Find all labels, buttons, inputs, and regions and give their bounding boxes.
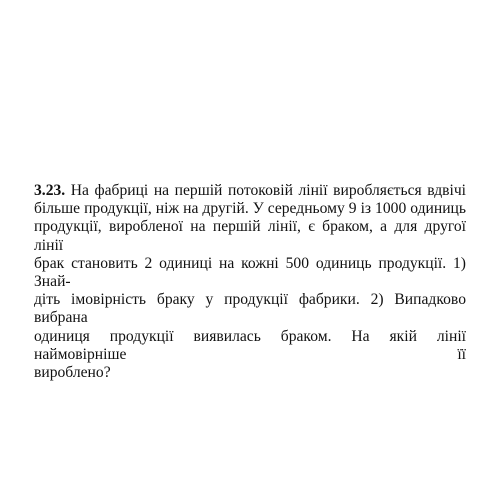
problem-number: 3.23. [34,182,66,199]
problem-line-4: брак становить 2 одиниці на кожні 500 одиниць продукції. 1) Знай- [34,254,466,291]
problem-line-6: одиниця продукції виявилась браком. На якій лінії наймовірніше її [34,327,466,363]
problem-line-2: більше продукції, ніж на другій. У середньому 9 із 1000 одиниць [34,200,466,218]
problem-line-1 [34,182,466,200]
problem-line-1-text: На фабриці на першій потоковій лінії виробляється вдвічі [65,182,466,199]
problem-line-7: вироблено? [34,364,111,382]
problem-line-5: діть імовірність браку у продукції фабрики. 2) Випадково вибрана [34,291,466,327]
problem-3-23 [34,182,466,382]
problem-line-3: продукції, виробленої на першій лінії, є браком, а для другої лінії [34,218,466,254]
